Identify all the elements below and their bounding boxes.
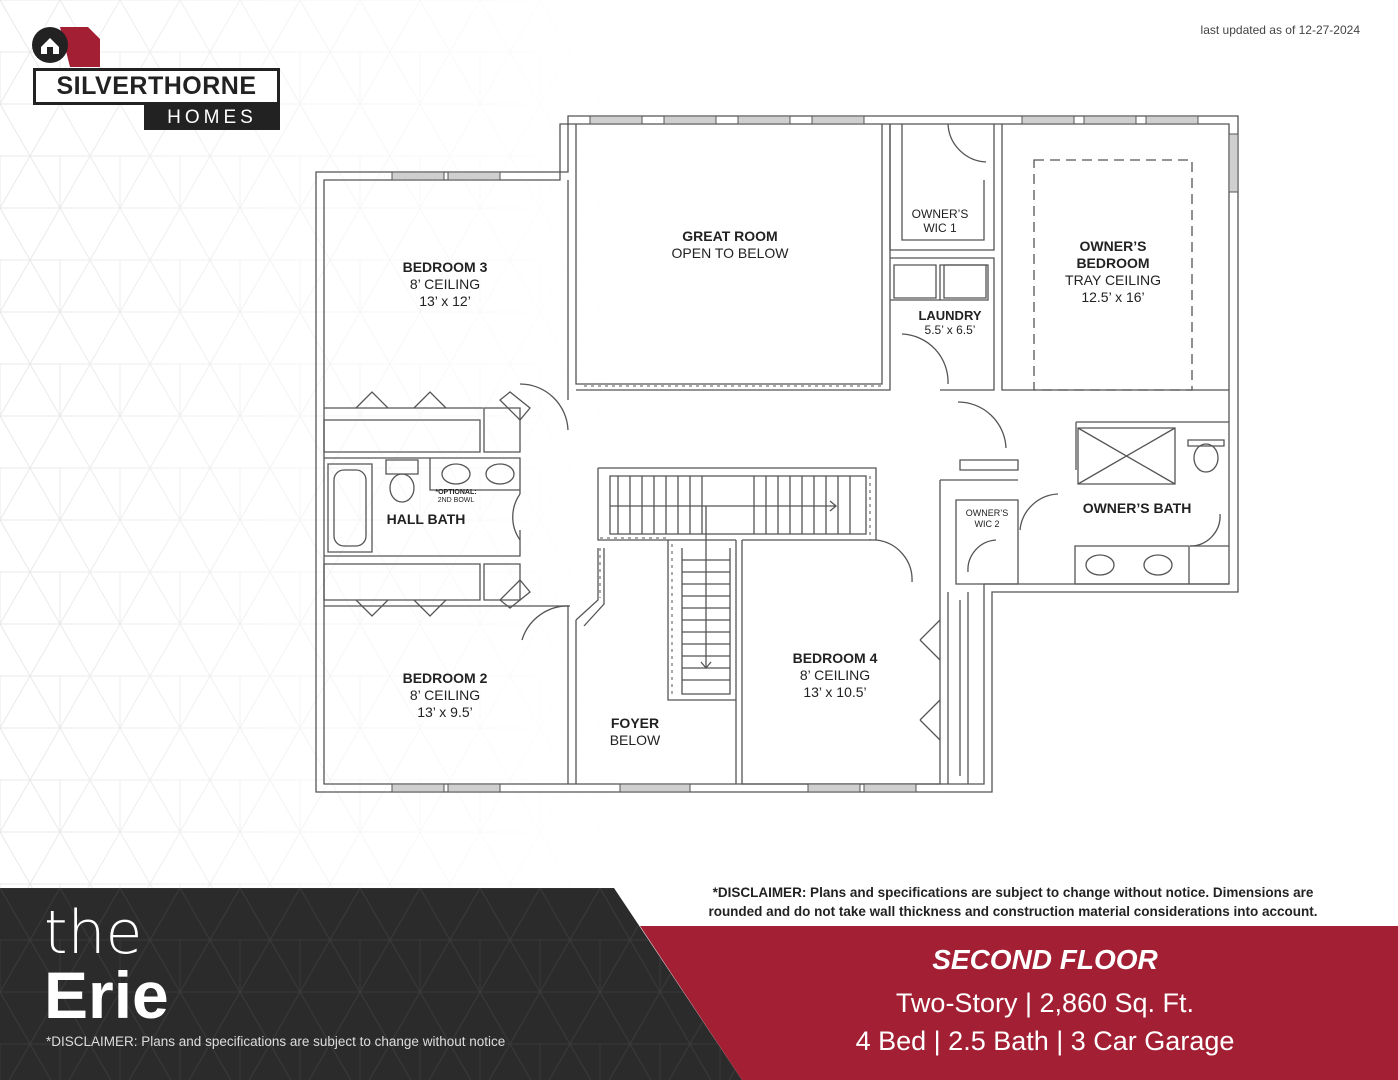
room-dimensions: 5.5’ x 6.5’: [924, 323, 976, 337]
optional-note: *OPTIONAL:: [435, 489, 477, 496]
floor-title: SECOND FLOOR: [932, 944, 1158, 975]
bedroom3-label: [370, 259, 520, 310]
room-name: OWNER’S: [965, 508, 1009, 518]
disclaimer-line: rounded and do not take wall thickness and construction material considerations into account.: [708, 904, 1318, 919]
room-detail: OPEN TO BELOW: [671, 245, 789, 261]
model-name: Erie: [44, 958, 169, 1032]
disclaimer-bottom: *DISCLAIMER: Plans and specifications are subject to change without notice: [46, 1034, 506, 1049]
disclaimer-line: *DISCLAIMER: Plans and specifications are subject to change without notice. Dimensions are: [712, 885, 1314, 900]
home-info-line1: Two-Story | 2,860 Sq. Ft.: [895, 988, 1195, 1018]
laundry-label: [900, 309, 1000, 337]
room-dimensions: 13’ x 10.5’: [803, 684, 867, 700]
room-name: FOYER: [610, 715, 660, 731]
room-dimensions: 13’ x 12’: [419, 293, 471, 309]
owners-wic1-label: [900, 207, 980, 235]
home-info-line2: 4 Bed | 2.5 Bath | 3 Car Garage: [855, 1026, 1235, 1056]
room-detail: TRAY CEILING: [1065, 272, 1161, 288]
owners-wic2-label: [958, 508, 1016, 530]
room-detail: 8’ CEILING: [799, 667, 871, 683]
owners-bath-label: [1060, 500, 1214, 517]
room-name: GREAT ROOM: [682, 228, 778, 244]
room-name: BEDROOM 2: [402, 670, 488, 686]
optional-bowl-label: [428, 489, 484, 505]
room-name: OWNER’S BATH: [1082, 500, 1192, 516]
room-name: HALL BATH: [386, 511, 466, 527]
room-name: BEDROOM: [1076, 255, 1150, 271]
room-name: BEDROOM 3: [402, 259, 488, 275]
last-updated-text: last updated as of 12-27-2024: [1200, 23, 1360, 37]
room-dimensions: 13’ x 9.5’: [417, 704, 473, 720]
logo-wordmark: SILVERTHORNE: [33, 68, 280, 105]
room-detail: 8’ CEILING: [409, 276, 481, 292]
room-detail: BELOW: [609, 732, 661, 748]
foyer-label: [585, 715, 685, 749]
model-prefix: the: [44, 898, 143, 968]
logo-subtitle: HOMES: [144, 105, 280, 130]
room-name: BEDROOM 4: [792, 650, 878, 666]
disclaimer-top: [648, 883, 1378, 921]
bedroom4-label: [760, 650, 910, 701]
optional-note: 2ND BOWL: [437, 497, 475, 504]
room-name: OWNER’S: [911, 207, 969, 221]
room-detail: 8’ CEILING: [409, 687, 481, 703]
room-name: LAUNDRY: [918, 308, 982, 323]
great-room-label: [630, 228, 830, 262]
room-name: WIC 2: [974, 519, 1000, 529]
owners-bedroom-label: [1030, 238, 1196, 306]
hall-bath-label: [372, 511, 480, 528]
room-name: WIC 1: [923, 221, 957, 235]
room-name: OWNER’S: [1079, 238, 1147, 254]
room-dimensions: 12.5’ x 16’: [1081, 289, 1145, 305]
bedroom2-label: [370, 670, 520, 721]
